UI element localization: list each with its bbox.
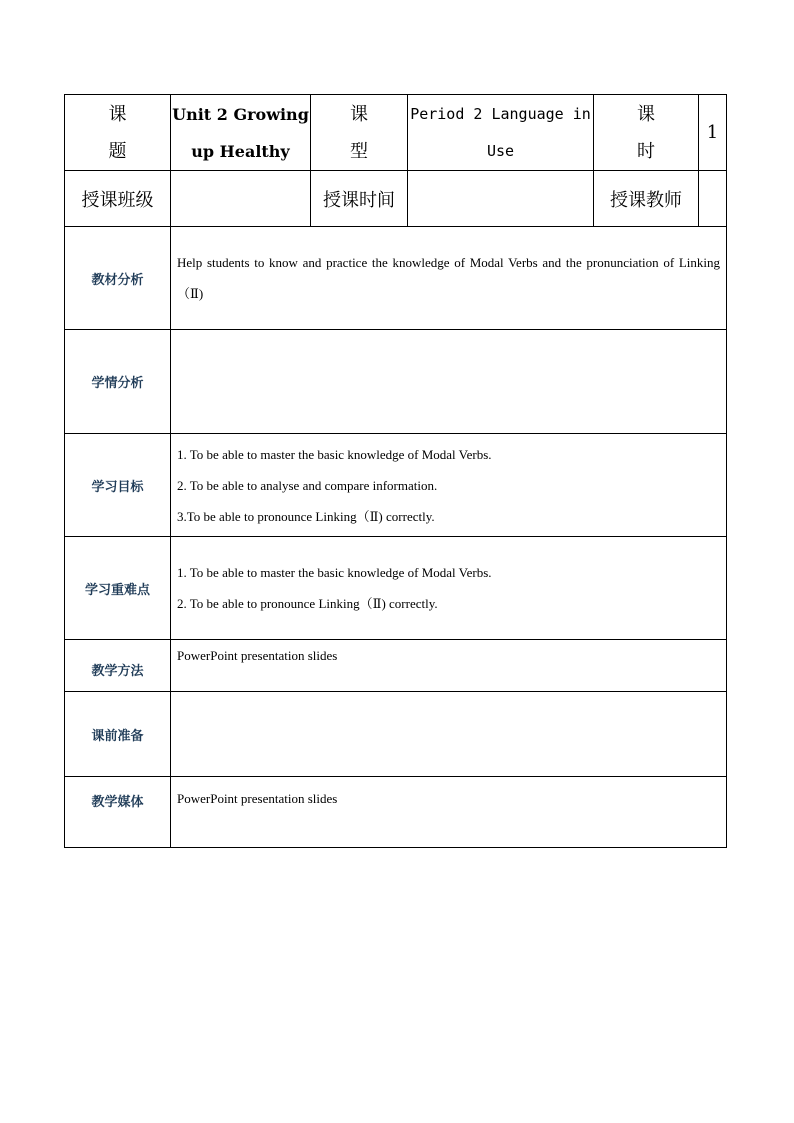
lesson-plan-table xyxy=(64,94,727,848)
objective-item: 1. To be able to master the basic knowledge of Modal Verbs. xyxy=(177,446,492,462)
header-row xyxy=(65,95,727,171)
class-value xyxy=(171,171,311,227)
methods-text: PowerPoint presentation slides xyxy=(171,640,727,692)
type-label: 课 型 xyxy=(311,95,408,171)
preparation-text xyxy=(171,692,727,777)
topic-label: 课 题 xyxy=(65,95,171,171)
students-row xyxy=(65,330,727,434)
methods-row xyxy=(65,640,727,692)
methods-label: 教学方法 xyxy=(65,640,171,692)
students-label: 学情分析 xyxy=(65,330,171,434)
students-text xyxy=(171,330,727,434)
info-row xyxy=(65,171,727,227)
key-point-item: 1. To be able to master the basic knowledge of Modal Verbs. xyxy=(177,565,492,580)
type-value: Period 2 Language in Use xyxy=(408,95,594,171)
objectives-label: 学习目标 xyxy=(65,434,171,537)
objective-item: 2. To be able to analyse and compare information. xyxy=(177,477,438,493)
material-row xyxy=(65,227,727,330)
teacher-label: 授课教师 xyxy=(594,171,699,227)
objectives-row xyxy=(65,434,727,537)
hours-label: 课 时 xyxy=(594,95,699,171)
time-label: 授课时间 xyxy=(311,171,408,227)
key-point-item: 2. To be able to pronounce Linking（Ⅱ) correctly. xyxy=(177,596,438,611)
time-value xyxy=(408,171,594,227)
preparation-row xyxy=(65,692,727,777)
preparation-label: 课前准备 xyxy=(65,692,171,777)
objective-item: 3.To be able to pronounce Linking（Ⅱ) correctly. xyxy=(177,508,435,524)
media-row xyxy=(65,777,727,848)
key-points-label: 学习重难点 xyxy=(65,537,171,640)
topic-value: Unit 2 Growing up Healthy xyxy=(171,95,311,171)
key-points-row xyxy=(65,537,727,640)
hours-value: 1 xyxy=(699,95,727,171)
teacher-value xyxy=(699,171,727,227)
media-label: 教学媒体 xyxy=(65,777,171,848)
material-text: Help students to know and practice the knowledge of Modal Verbs and the pronunciation of Linking（Ⅱ) xyxy=(177,255,720,301)
class-label: 授课班级 xyxy=(65,171,171,227)
media-text: PowerPoint presentation slides xyxy=(171,777,727,848)
material-label: 教材分析 xyxy=(65,227,171,330)
